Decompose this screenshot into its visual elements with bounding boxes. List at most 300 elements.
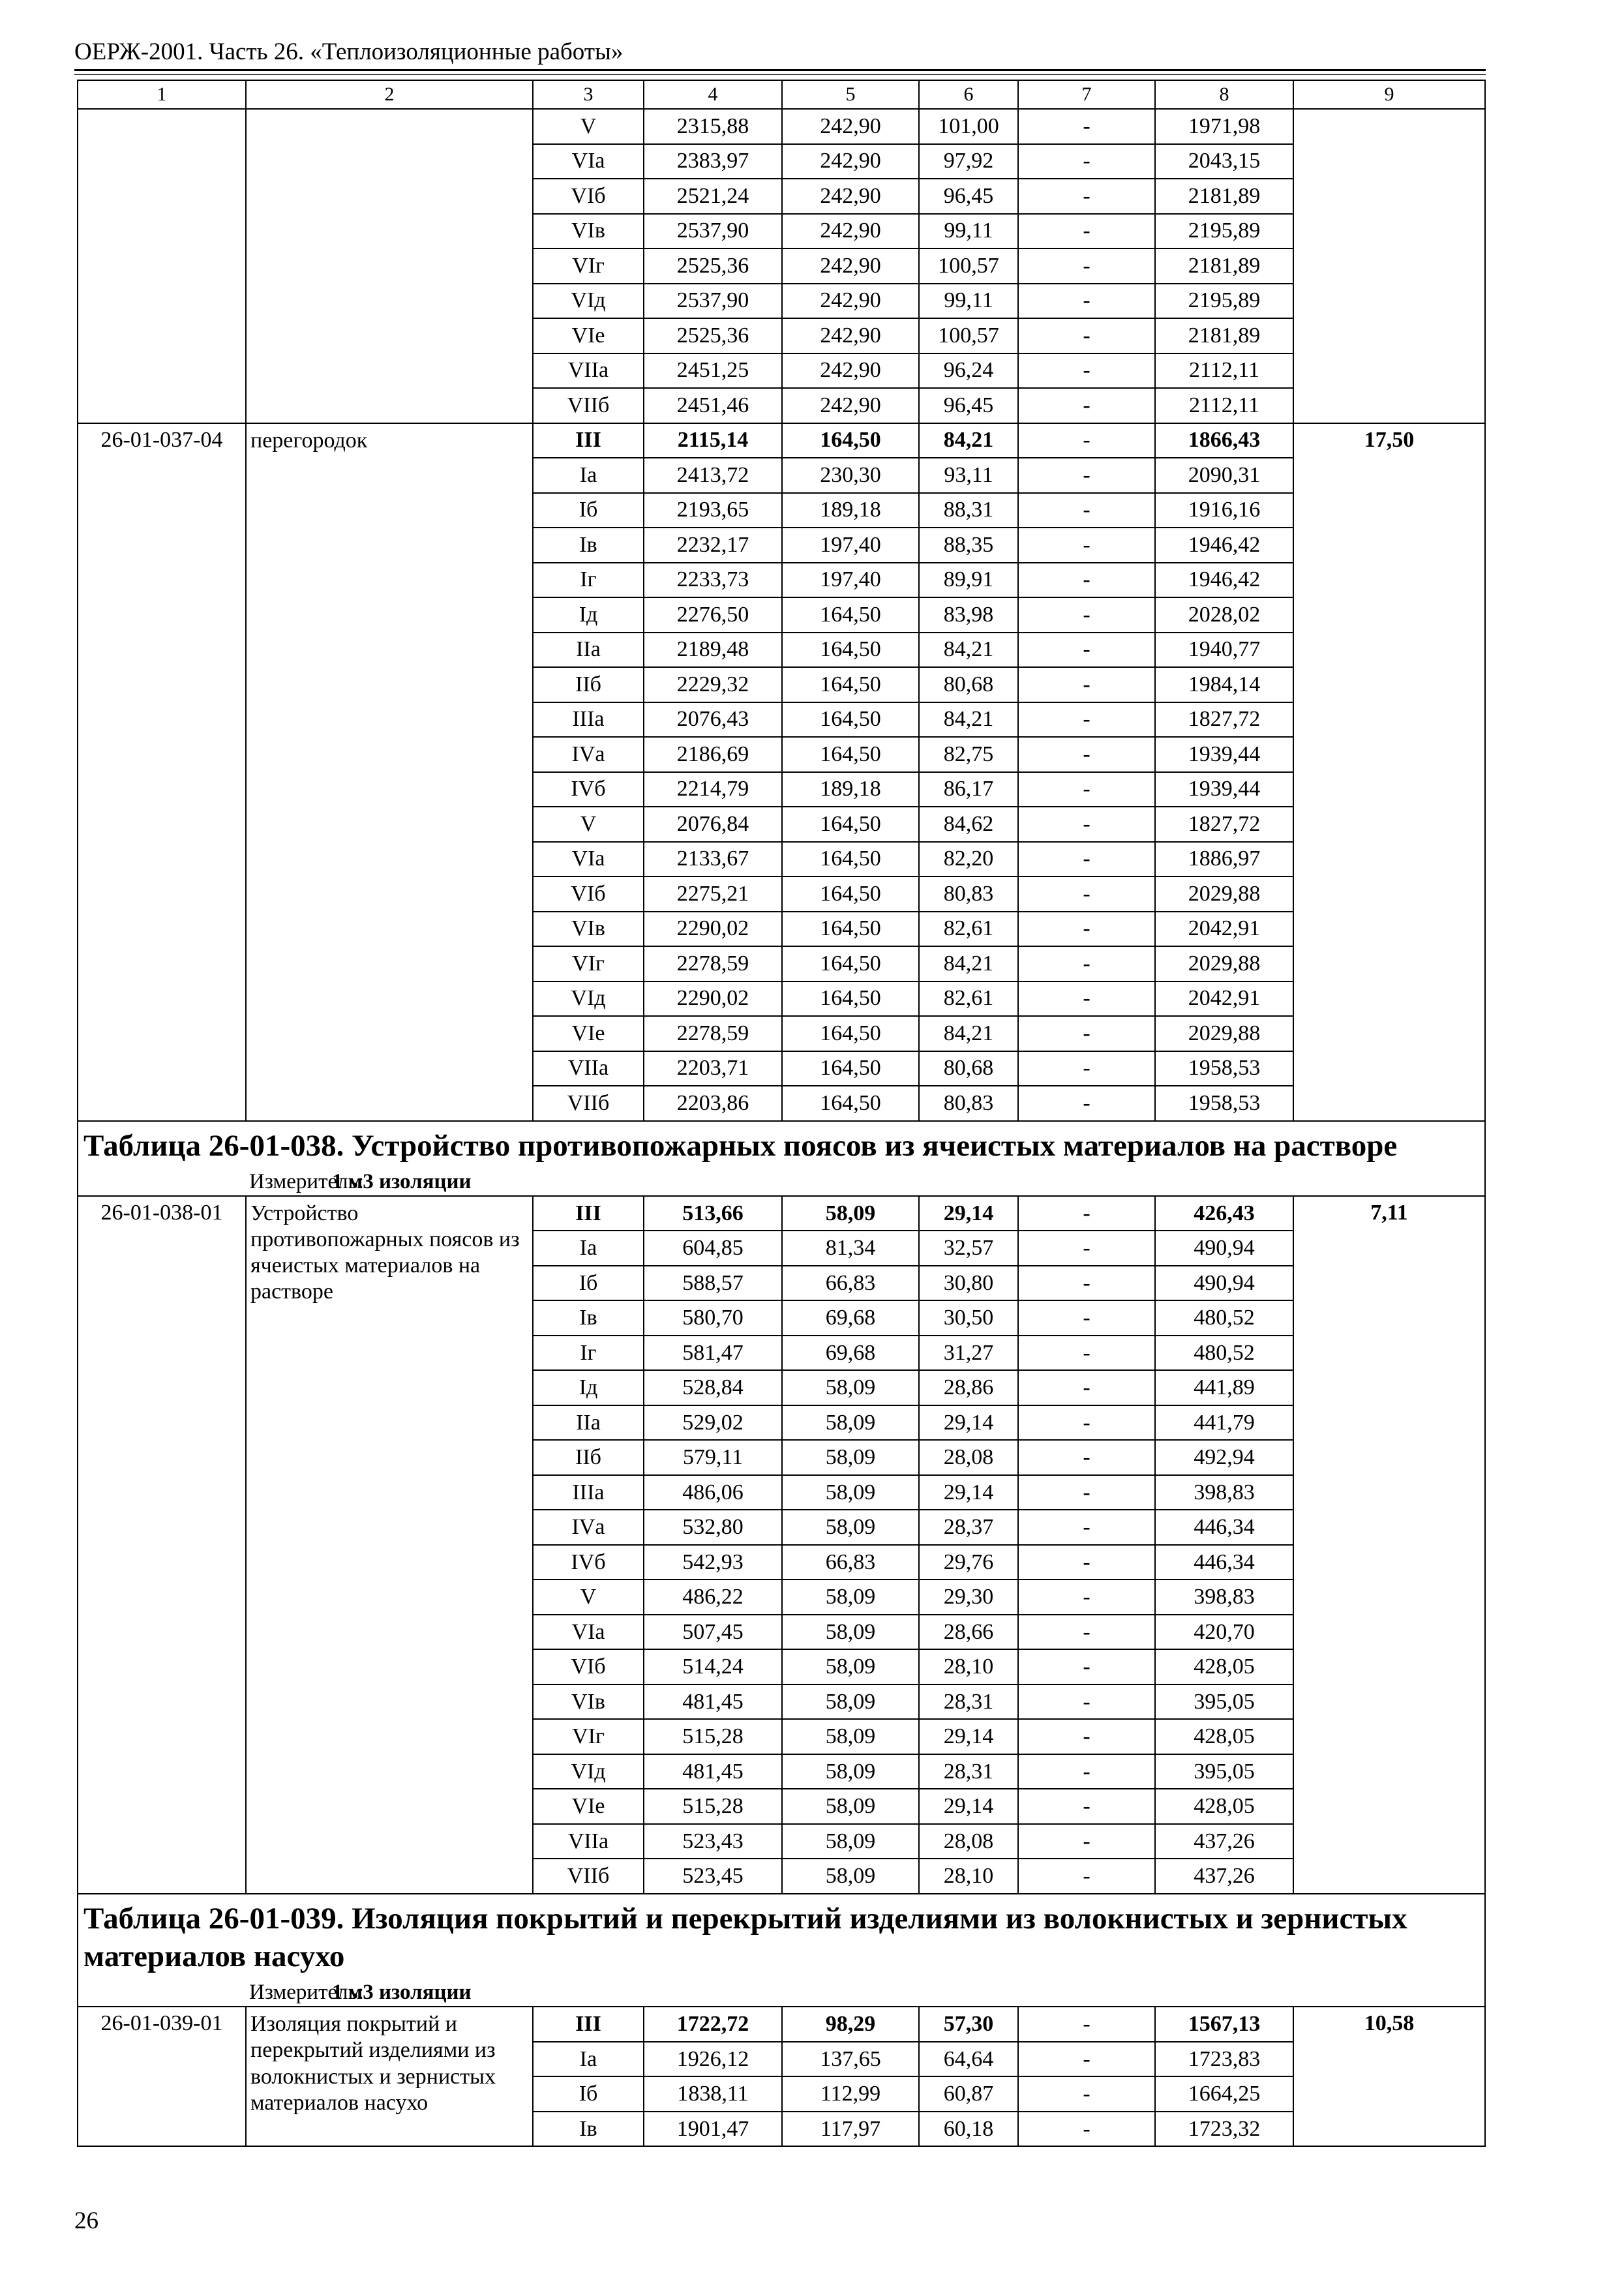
wage-cell: 137,65 <box>782 2042 919 2077</box>
machine-cell: 28,37 <box>919 1510 1018 1545</box>
materials-cell: 480,52 <box>1155 1336 1293 1371</box>
total-cost-cell: 514,24 <box>644 1649 782 1684</box>
driver-wage-cell: - <box>1018 876 1155 912</box>
rates-table <box>77 80 1486 2147</box>
machine-cell: 88,31 <box>919 493 1018 528</box>
wage-cell: 242,90 <box>782 144 919 179</box>
work-name-cell <box>246 109 533 423</box>
materials-cell: 492,94 <box>1155 1440 1293 1475</box>
total-cost-cell: 2186,69 <box>644 737 782 772</box>
wage-cell: 58,09 <box>782 1440 919 1475</box>
column-number-cell: 6 <box>919 80 1018 109</box>
machine-cell: 60,87 <box>919 2076 1018 2112</box>
region-cell: VIIа <box>533 1824 644 1859</box>
wage-cell: 164,50 <box>782 633 919 668</box>
materials-cell: 2029,88 <box>1155 876 1293 912</box>
driver-wage-cell: - <box>1018 1615 1155 1650</box>
driver-wage-cell: - <box>1018 842 1155 877</box>
work-name-cell: Устройство противопожарных поясов из ячеистых материалов на растворе <box>246 1196 533 1894</box>
wage-cell: 164,50 <box>782 597 919 633</box>
machine-cell: 28,08 <box>919 1440 1018 1475</box>
column-number-cell: 8 <box>1155 80 1293 109</box>
region-cell: Iд <box>533 1370 644 1405</box>
rate-code-cell: 26-01-037-04 <box>78 423 246 1121</box>
driver-wage-cell: - <box>1018 1051 1155 1086</box>
machine-cell: 29,14 <box>919 1196 1018 1231</box>
total-cost-cell: 604,85 <box>644 1231 782 1266</box>
materials-cell: 2195,89 <box>1155 214 1293 249</box>
materials-cell: 428,05 <box>1155 1649 1293 1684</box>
region-cell: Iа <box>533 458 644 493</box>
machine-cell: 99,11 <box>919 284 1018 319</box>
total-cost-cell: 2203,71 <box>644 1051 782 1086</box>
total-cost-cell: 2537,90 <box>644 284 782 319</box>
unit-label: Измеритель: <box>249 1169 364 1193</box>
region-cell: VIIа <box>533 1051 644 1086</box>
wage-cell: 242,90 <box>782 214 919 249</box>
wage-cell: 242,90 <box>782 109 919 144</box>
driver-wage-cell: - <box>1018 1789 1155 1824</box>
wage-cell: 66,83 <box>782 1545 919 1580</box>
total-cost-cell: 515,28 <box>644 1719 782 1754</box>
total-cost-cell: 2413,72 <box>644 458 782 493</box>
materials-cell: 446,34 <box>1155 1510 1293 1545</box>
total-cost-cell: 2521,24 <box>644 179 782 214</box>
header-rule <box>74 69 1486 71</box>
driver-wage-cell: - <box>1018 1196 1155 1231</box>
driver-wage-cell: - <box>1018 1016 1155 1051</box>
machine-cell: 80,68 <box>919 667 1018 702</box>
driver-wage-cell: - <box>1018 2076 1155 2112</box>
table-row <box>78 423 1485 458</box>
total-cost-cell: 515,28 <box>644 1789 782 1824</box>
materials-cell: 2181,89 <box>1155 248 1293 284</box>
total-cost-cell: 523,45 <box>644 1859 782 1894</box>
column-number-cell: 7 <box>1018 80 1155 109</box>
table-heading-cell <box>78 1894 1485 2007</box>
wage-cell: 164,50 <box>782 737 919 772</box>
driver-wage-cell: - <box>1018 807 1155 842</box>
materials-cell: 1866,43 <box>1155 423 1293 458</box>
wage-cell: 58,09 <box>782 1684 919 1720</box>
machine-cell: 82,75 <box>919 737 1018 772</box>
wage-cell: 58,09 <box>782 1196 919 1231</box>
materials-cell: 1916,16 <box>1155 493 1293 528</box>
materials-cell: 1939,44 <box>1155 772 1293 807</box>
header-rule-thin <box>74 74 1486 75</box>
total-cost-cell: 2076,43 <box>644 702 782 738</box>
driver-wage-cell: - <box>1018 2007 1155 2042</box>
region-cell: IIб <box>533 1440 644 1475</box>
machine-cell: 100,57 <box>919 248 1018 284</box>
wage-cell: 58,09 <box>782 1824 919 1859</box>
column-number-cell: 5 <box>782 80 919 109</box>
driver-wage-cell: - <box>1018 458 1155 493</box>
labor-norm-cell <box>1293 109 1485 423</box>
wage-cell: 230,30 <box>782 458 919 493</box>
total-cost-cell: 513,66 <box>644 1196 782 1231</box>
total-cost-cell: 2193,65 <box>644 493 782 528</box>
driver-wage-cell: - <box>1018 248 1155 284</box>
materials-cell: 1664,25 <box>1155 2076 1293 2112</box>
wage-cell: 197,40 <box>782 528 919 563</box>
wage-cell: 242,90 <box>782 353 919 389</box>
wage-cell: 58,09 <box>782 1510 919 1545</box>
materials-cell: 437,26 <box>1155 1824 1293 1859</box>
driver-wage-cell: - <box>1018 597 1155 633</box>
driver-wage-cell: - <box>1018 667 1155 702</box>
region-cell: VIа <box>533 1615 644 1650</box>
machine-cell: 28,31 <box>919 1684 1018 1720</box>
region-cell: IIа <box>533 1405 644 1441</box>
region-cell: VIв <box>533 912 644 947</box>
wage-cell: 164,50 <box>782 667 919 702</box>
region-cell: VIе <box>533 1789 644 1824</box>
total-cost-cell: 1838,11 <box>644 2076 782 2112</box>
total-cost-cell: 2451,25 <box>644 353 782 389</box>
driver-wage-cell: - <box>1018 946 1155 981</box>
machine-cell: 29,14 <box>919 1405 1018 1441</box>
driver-wage-cell: - <box>1018 493 1155 528</box>
materials-cell: 420,70 <box>1155 1615 1293 1650</box>
wage-cell: 69,68 <box>782 1336 919 1371</box>
wage-cell: 242,90 <box>782 318 919 353</box>
wage-cell: 164,50 <box>782 1016 919 1051</box>
driver-wage-cell: - <box>1018 214 1155 249</box>
machine-cell: 29,14 <box>919 1719 1018 1754</box>
materials-cell: 2181,89 <box>1155 179 1293 214</box>
driver-wage-cell: - <box>1018 1086 1155 1121</box>
region-cell: IIIа <box>533 702 644 738</box>
region-cell: IIб <box>533 667 644 702</box>
machine-cell: 80,83 <box>919 876 1018 912</box>
machine-cell: 93,11 <box>919 458 1018 493</box>
machine-cell: 80,83 <box>919 1086 1018 1121</box>
materials-cell: 2042,91 <box>1155 912 1293 947</box>
materials-cell: 490,94 <box>1155 1266 1293 1301</box>
materials-cell: 1971,98 <box>1155 109 1293 144</box>
machine-cell: 28,86 <box>919 1370 1018 1405</box>
region-cell: VIе <box>533 318 644 353</box>
machine-cell: 96,24 <box>919 353 1018 389</box>
rate-code-cell <box>78 109 246 423</box>
region-cell: VIв <box>533 214 644 249</box>
driver-wage-cell: - <box>1018 1545 1155 1580</box>
wage-cell: 242,90 <box>782 248 919 284</box>
total-cost-cell: 2278,59 <box>644 1016 782 1051</box>
driver-wage-cell: - <box>1018 1475 1155 1510</box>
unit-value: 1 м3 изоляции <box>332 1169 472 1193</box>
machine-cell: 88,35 <box>919 528 1018 563</box>
machine-cell: 83,98 <box>919 597 1018 633</box>
total-cost-cell: 507,45 <box>644 1615 782 1650</box>
total-cost-cell: 2278,59 <box>644 946 782 981</box>
region-cell: VIд <box>533 284 644 319</box>
driver-wage-cell: - <box>1018 1231 1155 1266</box>
materials-cell: 1958,53 <box>1155 1086 1293 1121</box>
unit-line <box>83 1982 1479 2003</box>
region-cell: IIа <box>533 633 644 668</box>
machine-cell: 80,68 <box>919 1051 1018 1086</box>
materials-cell: 428,05 <box>1155 1719 1293 1754</box>
region-cell: IVа <box>533 1510 644 1545</box>
column-number-cell: 4 <box>644 80 782 109</box>
wage-cell: 58,09 <box>782 1615 919 1650</box>
wage-cell: 189,18 <box>782 493 919 528</box>
total-cost-cell: 1901,47 <box>644 2112 782 2147</box>
driver-wage-cell: - <box>1018 633 1155 668</box>
materials-cell: 2029,88 <box>1155 946 1293 981</box>
machine-cell: 28,31 <box>919 1754 1018 1789</box>
machine-cell: 29,76 <box>919 1545 1018 1580</box>
machine-cell: 84,21 <box>919 946 1018 981</box>
wage-cell: 69,68 <box>782 1300 919 1336</box>
total-cost-cell: 523,43 <box>644 1824 782 1859</box>
region-cell: III <box>533 1196 644 1231</box>
table-row <box>78 109 1485 144</box>
driver-wage-cell: - <box>1018 109 1155 144</box>
labor-norm-cell: 7,11 <box>1293 1196 1485 1894</box>
wage-cell: 98,29 <box>782 2007 919 2042</box>
machine-cell: 96,45 <box>919 179 1018 214</box>
materials-cell: 1939,44 <box>1155 737 1293 772</box>
wage-cell: 242,90 <box>782 284 919 319</box>
machine-cell: 100,57 <box>919 318 1018 353</box>
machine-cell: 57,30 <box>919 2007 1018 2042</box>
region-cell: Iб <box>533 1266 644 1301</box>
total-cost-cell: 481,45 <box>644 1684 782 1720</box>
driver-wage-cell: - <box>1018 353 1155 389</box>
wage-cell: 197,40 <box>782 563 919 598</box>
total-cost-cell: 2525,36 <box>644 248 782 284</box>
machine-cell: 31,27 <box>919 1336 1018 1371</box>
machine-cell: 89,91 <box>919 563 1018 598</box>
driver-wage-cell: - <box>1018 179 1155 214</box>
machine-cell: 28,10 <box>919 1649 1018 1684</box>
machine-cell: 84,21 <box>919 423 1018 458</box>
wage-cell: 164,50 <box>782 981 919 1017</box>
labor-norm-cell: 17,50 <box>1293 423 1485 1121</box>
wage-cell: 242,90 <box>782 388 919 423</box>
driver-wage-cell: - <box>1018 1684 1155 1720</box>
column-number-cell: 1 <box>78 80 246 109</box>
region-cell: V <box>533 109 644 144</box>
rate-code-cell: 26-01-038-01 <box>78 1196 246 1894</box>
machine-cell: 82,61 <box>919 981 1018 1017</box>
materials-cell: 395,05 <box>1155 1754 1293 1789</box>
materials-cell: 398,83 <box>1155 1475 1293 1510</box>
region-cell: VIг <box>533 946 644 981</box>
wage-cell: 58,09 <box>782 1754 919 1789</box>
driver-wage-cell: - <box>1018 528 1155 563</box>
materials-cell: 441,79 <box>1155 1405 1293 1441</box>
wage-cell: 164,50 <box>782 1086 919 1121</box>
labor-norm-cell: 10,58 <box>1293 2007 1485 2146</box>
total-cost-cell: 2133,67 <box>644 842 782 877</box>
machine-cell: 64,64 <box>919 2042 1018 2077</box>
wage-cell: 164,50 <box>782 842 919 877</box>
machine-cell: 99,11 <box>919 214 1018 249</box>
materials-cell: 428,05 <box>1155 1789 1293 1824</box>
wage-cell: 58,09 <box>782 1649 919 1684</box>
unit-value: 1 м3 изоляции <box>332 1981 472 2005</box>
materials-cell: 437,26 <box>1155 1859 1293 1894</box>
region-cell: VIа <box>533 144 644 179</box>
machine-cell: 86,17 <box>919 772 1018 807</box>
wage-cell: 81,34 <box>782 1231 919 1266</box>
machine-cell: 97,92 <box>919 144 1018 179</box>
total-cost-cell: 580,70 <box>644 1300 782 1336</box>
materials-cell: 1946,42 <box>1155 528 1293 563</box>
region-cell: VIIб <box>533 388 644 423</box>
materials-cell: 1723,83 <box>1155 2042 1293 2077</box>
region-cell: Iб <box>533 2076 644 2112</box>
column-number-cell: 3 <box>533 80 644 109</box>
materials-cell: 490,94 <box>1155 1231 1293 1266</box>
driver-wage-cell: - <box>1018 702 1155 738</box>
driver-wage-cell: - <box>1018 2112 1155 2147</box>
region-cell: VIа <box>533 842 644 877</box>
region-cell: Iб <box>533 493 644 528</box>
total-cost-cell: 581,47 <box>644 1336 782 1371</box>
materials-cell: 1946,42 <box>1155 563 1293 598</box>
materials-cell: 398,83 <box>1155 1579 1293 1615</box>
materials-cell: 1886,97 <box>1155 842 1293 877</box>
materials-cell: 2029,88 <box>1155 1016 1293 1051</box>
region-cell: III <box>533 423 644 458</box>
page-header-title: ОЕРЖ-2001. Часть 26. «Теплоизоляционные работы» <box>74 38 624 65</box>
region-cell: Iв <box>533 2112 644 2147</box>
region-cell: VIIб <box>533 1086 644 1121</box>
driver-wage-cell: - <box>1018 388 1155 423</box>
machine-cell: 29,14 <box>919 1789 1018 1824</box>
wage-cell: 164,50 <box>782 946 919 981</box>
materials-cell: 1940,77 <box>1155 633 1293 668</box>
driver-wage-cell: - <box>1018 981 1155 1017</box>
driver-wage-cell: - <box>1018 423 1155 458</box>
region-cell: IVб <box>533 772 644 807</box>
region-cell: Iд <box>533 597 644 633</box>
materials-cell: 2112,11 <box>1155 388 1293 423</box>
driver-wage-cell: - <box>1018 1859 1155 1894</box>
region-cell: Iв <box>533 528 644 563</box>
machine-cell: 84,62 <box>919 807 1018 842</box>
total-cost-cell: 2451,46 <box>644 388 782 423</box>
wage-cell: 58,09 <box>782 1859 919 1894</box>
total-cost-cell: 1722,72 <box>644 2007 782 2042</box>
materials-cell: 2090,31 <box>1155 458 1293 493</box>
materials-cell: 480,52 <box>1155 1300 1293 1336</box>
wage-cell: 164,50 <box>782 423 919 458</box>
machine-cell: 84,21 <box>919 633 1018 668</box>
materials-cell: 426,43 <box>1155 1196 1293 1231</box>
driver-wage-cell: - <box>1018 772 1155 807</box>
column-number-cell: 9 <box>1293 80 1485 109</box>
unit-line <box>83 1171 1479 1193</box>
region-cell: VIб <box>533 876 644 912</box>
region-cell: Iа <box>533 2042 644 2077</box>
table-heading-row <box>78 1121 1485 1196</box>
rate-code-cell: 26-01-039-01 <box>78 2007 246 2146</box>
total-cost-cell: 532,80 <box>644 1510 782 1545</box>
driver-wage-cell: - <box>1018 144 1155 179</box>
region-cell: Iг <box>533 1336 644 1371</box>
total-cost-cell: 2232,17 <box>644 528 782 563</box>
wage-cell: 58,09 <box>782 1370 919 1405</box>
wage-cell: 164,50 <box>782 876 919 912</box>
total-cost-cell: 481,45 <box>644 1754 782 1789</box>
driver-wage-cell: - <box>1018 1579 1155 1615</box>
total-cost-cell: 528,84 <box>644 1370 782 1405</box>
wage-cell: 58,09 <box>782 1579 919 1615</box>
materials-cell: 2112,11 <box>1155 353 1293 389</box>
machine-cell: 29,14 <box>919 1475 1018 1510</box>
machine-cell: 84,21 <box>919 1016 1018 1051</box>
driver-wage-cell: - <box>1018 1300 1155 1336</box>
materials-cell: 1958,53 <box>1155 1051 1293 1086</box>
wage-cell: 66,83 <box>782 1266 919 1301</box>
driver-wage-cell: - <box>1018 1754 1155 1789</box>
materials-cell: 2195,89 <box>1155 284 1293 319</box>
total-cost-cell: 2214,79 <box>644 772 782 807</box>
total-cost-cell: 2233,73 <box>644 563 782 598</box>
total-cost-cell: 2203,86 <box>644 1086 782 1121</box>
materials-cell: 1984,14 <box>1155 667 1293 702</box>
wage-cell: 112,99 <box>782 2076 919 2112</box>
materials-cell: 1827,72 <box>1155 807 1293 842</box>
total-cost-cell: 2115,14 <box>644 423 782 458</box>
machine-cell: 60,18 <box>919 2112 1018 2147</box>
wage-cell: 117,97 <box>782 2112 919 2147</box>
driver-wage-cell: - <box>1018 318 1155 353</box>
region-cell: VIд <box>533 981 644 1017</box>
wage-cell: 164,50 <box>782 702 919 738</box>
driver-wage-cell: - <box>1018 284 1155 319</box>
materials-cell: 446,34 <box>1155 1545 1293 1580</box>
total-cost-cell: 2076,84 <box>644 807 782 842</box>
driver-wage-cell: - <box>1018 1336 1155 1371</box>
machine-cell: 82,20 <box>919 842 1018 877</box>
wage-cell: 58,09 <box>782 1789 919 1824</box>
materials-cell: 1567,13 <box>1155 2007 1293 2042</box>
driver-wage-cell: - <box>1018 1510 1155 1545</box>
total-cost-cell: 588,57 <box>644 1266 782 1301</box>
unit-label: Измеритель: <box>249 1981 364 2005</box>
table-heading-row <box>78 1894 1485 2007</box>
machine-cell: 30,50 <box>919 1300 1018 1336</box>
driver-wage-cell: - <box>1018 737 1155 772</box>
materials-cell: 441,89 <box>1155 1370 1293 1405</box>
materials-cell: 1827,72 <box>1155 702 1293 738</box>
driver-wage-cell: - <box>1018 1405 1155 1441</box>
total-cost-cell: 2537,90 <box>644 214 782 249</box>
table-row <box>78 1196 1485 1231</box>
region-cell: Iг <box>533 563 644 598</box>
region-cell: VIIб <box>533 1859 644 1894</box>
total-cost-cell: 2315,88 <box>644 109 782 144</box>
total-cost-cell: 579,11 <box>644 1440 782 1475</box>
total-cost-cell: 2229,32 <box>644 667 782 702</box>
materials-cell: 2042,91 <box>1155 981 1293 1017</box>
page-number: 26 <box>74 2207 98 2234</box>
region-cell: VIб <box>533 179 644 214</box>
materials-cell: 395,05 <box>1155 1684 1293 1720</box>
region-cell: VIг <box>533 1719 644 1754</box>
table-heading-cell <box>78 1121 1485 1196</box>
total-cost-cell: 2383,97 <box>644 144 782 179</box>
machine-cell: 28,08 <box>919 1824 1018 1859</box>
table-title: Таблица 26-01-039. Изоляция покрытий и перекрытий изделиями из волокнистых и зернистых материалов насухо <box>83 1901 1407 1974</box>
